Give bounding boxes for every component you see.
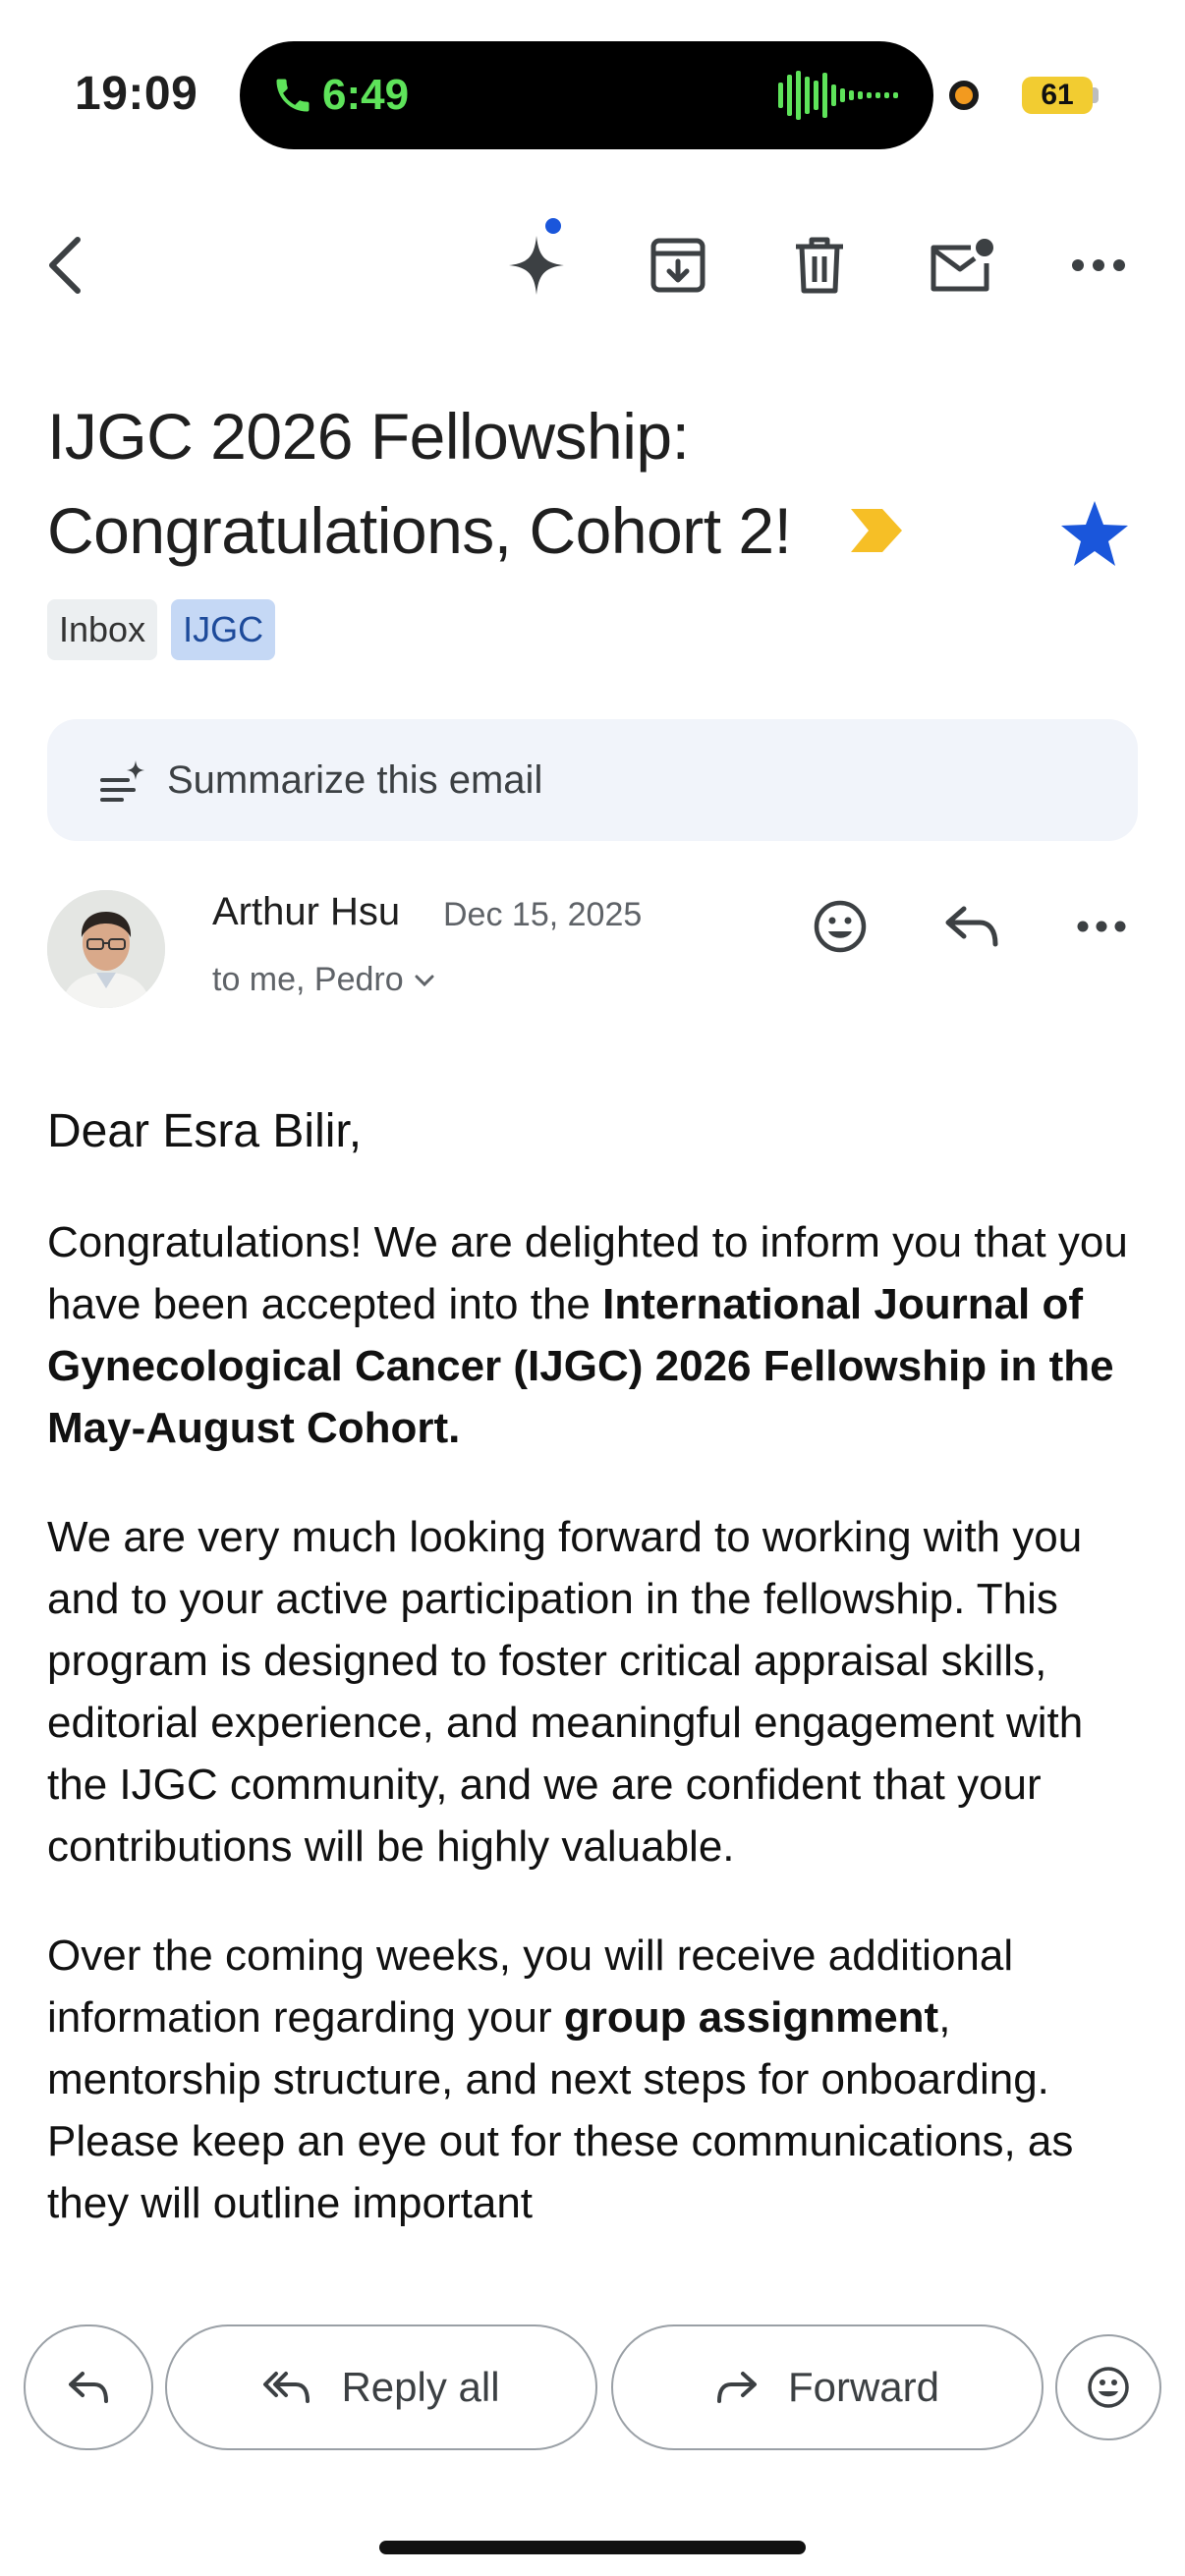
sender-name[interactable]: Arthur Hsu [212, 890, 401, 933]
email-date: Dec 15, 2025 [443, 896, 643, 933]
mark-unread-icon [928, 236, 994, 295]
paragraph-1-bold: International Journal of Gynecological Cancer (IJGC) 2026 Fellowship in the May-August Cohort. [47, 1280, 1114, 1452]
mark-unread-button[interactable] [924, 228, 998, 303]
active-call-pill[interactable] [240, 41, 933, 149]
back-arrow-icon [40, 234, 89, 297]
star-icon[interactable] [1059, 499, 1130, 568]
paragraph-2: We are very much looking forward to working with you and to your active participation in the fellowship. This program is designed to foster critical appraisal skills, editorial experience, and meaningful engagement with the IJGC community, and we are confident that your contributions will be highly valuable. [47, 1513, 1084, 1871]
battery-level: 61 [1022, 77, 1093, 114]
emoji-icon [1087, 2366, 1130, 2409]
paragraph-3 [47, 1925, 1142, 2234]
phone-icon [271, 73, 314, 118]
archive-icon [649, 236, 707, 295]
reply-all-button[interactable] [165, 2324, 597, 2450]
call-timer: 6:49 [322, 71, 410, 119]
reply-all-label: Reply all [341, 2364, 500, 2410]
sender-avatar[interactable] [47, 890, 165, 1008]
delete-icon [792, 235, 847, 296]
label-inbox[interactable]: Inbox [47, 599, 157, 660]
reply-all-icon [262, 2370, 311, 2405]
greeting: Dear Esra Bilir, [47, 1105, 363, 1157]
recording-indicator [949, 81, 979, 110]
gemini-sparkle-icon [507, 234, 566, 297]
add-reaction-button[interactable] [806, 892, 875, 961]
bottom-action-bar [0, 2299, 1185, 2576]
more-options-button[interactable] [1061, 228, 1136, 303]
summarize-label: Summarize this email [167, 757, 543, 802]
reply-icon [67, 2370, 110, 2405]
message-more-button[interactable] [1067, 892, 1136, 961]
summarize-email-button[interactable] [47, 719, 1138, 841]
recipients-text: to me, Pedro [212, 961, 404, 998]
forward-button[interactable] [611, 2324, 1044, 2450]
back-button[interactable] [28, 228, 102, 303]
forward-label: Forward [787, 2364, 940, 2410]
reply-icon [942, 903, 1001, 950]
recipients-toggle[interactable] [212, 961, 435, 999]
paragraph-3-end: , mentorship structure, and next steps for onboarding. Please keep an eye out for these communications, as they will outline important [47, 1993, 1074, 2227]
label-ijgc[interactable]: IJGC [171, 599, 275, 660]
reply-button[interactable] [937, 892, 1006, 961]
avatar-photo [47, 890, 165, 1008]
paragraph-3-bold: group assignment [563, 1993, 939, 2042]
chevron-down-icon [414, 974, 435, 987]
importance-marker-icon[interactable] [849, 505, 904, 556]
label-chips [47, 599, 275, 660]
email-body [47, 1100, 1142, 2281]
status-time: 19:09 [75, 68, 198, 120]
emoji-icon [813, 899, 868, 954]
audio-waveform-icon [778, 71, 906, 120]
reply-pill-button[interactable] [24, 2324, 153, 2450]
new-feature-dot [545, 218, 561, 234]
paragraph-1-text: Congratulations! We are delighted to inform you that you have been accepted into the [47, 1218, 1128, 1328]
reaction-pill-button[interactable] [1055, 2334, 1161, 2440]
paragraph-3-text: Over the coming weeks, you will receive additional information regarding your [47, 1932, 1014, 2042]
battery-cap [1093, 87, 1099, 103]
summarize-icon [98, 758, 145, 802]
email-subject: IJGC 2026 Fellowship: Congratulations, Cohort 2! [47, 400, 792, 567]
forward-icon [715, 2370, 759, 2405]
paragraph-1 [47, 1211, 1142, 1459]
delete-button[interactable] [782, 228, 857, 303]
archive-button[interactable] [641, 228, 715, 303]
more-options-icon [1071, 258, 1126, 272]
gemini-button[interactable] [499, 228, 574, 303]
home-indicator[interactable] [379, 2541, 806, 2554]
more-options-icon [1077, 921, 1126, 932]
